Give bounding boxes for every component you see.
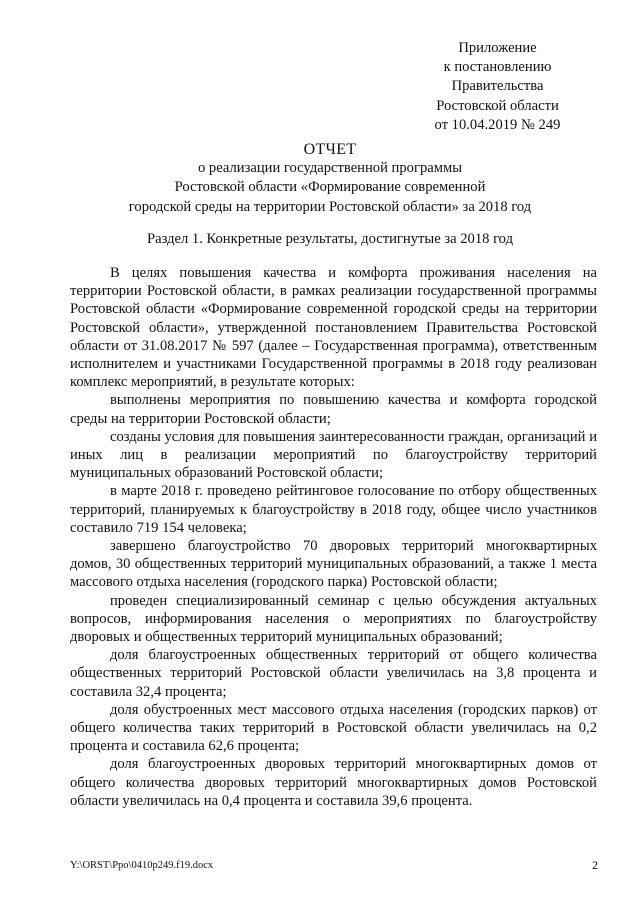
paragraph-item: в марте 2018 г. проведено рейтинговое голосование по отбору общественных территорий, планируемых к благоустройству в 2018 году, общее число участников составило 719 154 человека; xyxy=(70,483,597,536)
footer-file-path: Y:\ORST\Ppo\0410p249.f19.docx xyxy=(70,860,214,871)
page-number: 2 xyxy=(592,858,598,872)
paragraph-intro: В целях повышения качества и комфорта проживания населения на территории Ростовской области, в рамках реализации государственной программы Ростовской области «Формирование современной городской среды на территории Ростовской области», утвержденной постановлением Правительства Ростовской области от 31.08.2017 № 597 (далее – Государственная программа), ответственным исполнителем и участниками Государственной программы в 2018 году реализован комплекс мероприятий, в результате которых: xyxy=(70,265,597,391)
report-title: ОТЧЕТ xyxy=(303,141,357,158)
paragraph-item: проведен специализированный семинар с целью обсуждения актуальных вопросов, информирования населения о мероприятиях по благоустройству дворовых и общественных территорий муниципальных образований; xyxy=(70,592,597,646)
report-body xyxy=(70,264,597,810)
paragraph-item: доля благоустроенных общественных территорий от общего количества общественных территорий Ростовской области увеличилась на 3,8 процента и составила 32,4 процента; xyxy=(70,647,597,700)
appendix-line: от 10.04.2019 № 249 xyxy=(434,116,561,133)
appendix-line: Ростовской области xyxy=(436,97,559,114)
appendix-line: Приложение xyxy=(458,40,537,56)
report-subtitle-line: городской среды на территории Ростовской области» за 2018 год xyxy=(128,198,532,215)
paragraph-item: созданы условия для повышения заинтересованности граждан, организаций и иных лиц в реализации мероприятий по благоустройству территорий муниципальных образований Ростовской области; xyxy=(70,428,597,482)
paragraph-item: завершено благоустройство 70 дворовых территорий многоквартирных домов, 30 общественных территорий муниципальных образований, а также 1 места массового отдыха населения (городского парка) Ростовской области; xyxy=(70,538,597,591)
report-subtitle-line: Ростовской области «Формирование современной xyxy=(174,179,486,196)
paragraph-item: доля обустроенных мест массового отдыха населения (городских парков) от общего количества таких территорий в Ростовской области увеличилась на 0,2 процента и составила 62,6 процента; xyxy=(70,701,597,755)
appendix-line: Правительства xyxy=(451,78,544,95)
section-heading: Раздел 1. Конкретные результаты, достигнутые за 2018 год xyxy=(146,231,513,247)
appendix-block xyxy=(400,39,595,135)
paragraph-item: выполнены мероприятия по повышению качества и комфорта городской среды на территории Ростовской области; xyxy=(70,392,597,427)
paragraph-item: доля благоустроенных дворовых территорий многоквартирных домов от общего количества дворовых территорий многоквартирных домов Ростовской области увеличилась на 0,4 процента и составила 39,6 процента. xyxy=(70,756,597,809)
report-subtitle-line: о реализации государственной программы xyxy=(197,160,462,177)
report-title-block xyxy=(60,140,600,217)
appendix-line: к постановлению xyxy=(443,59,552,76)
